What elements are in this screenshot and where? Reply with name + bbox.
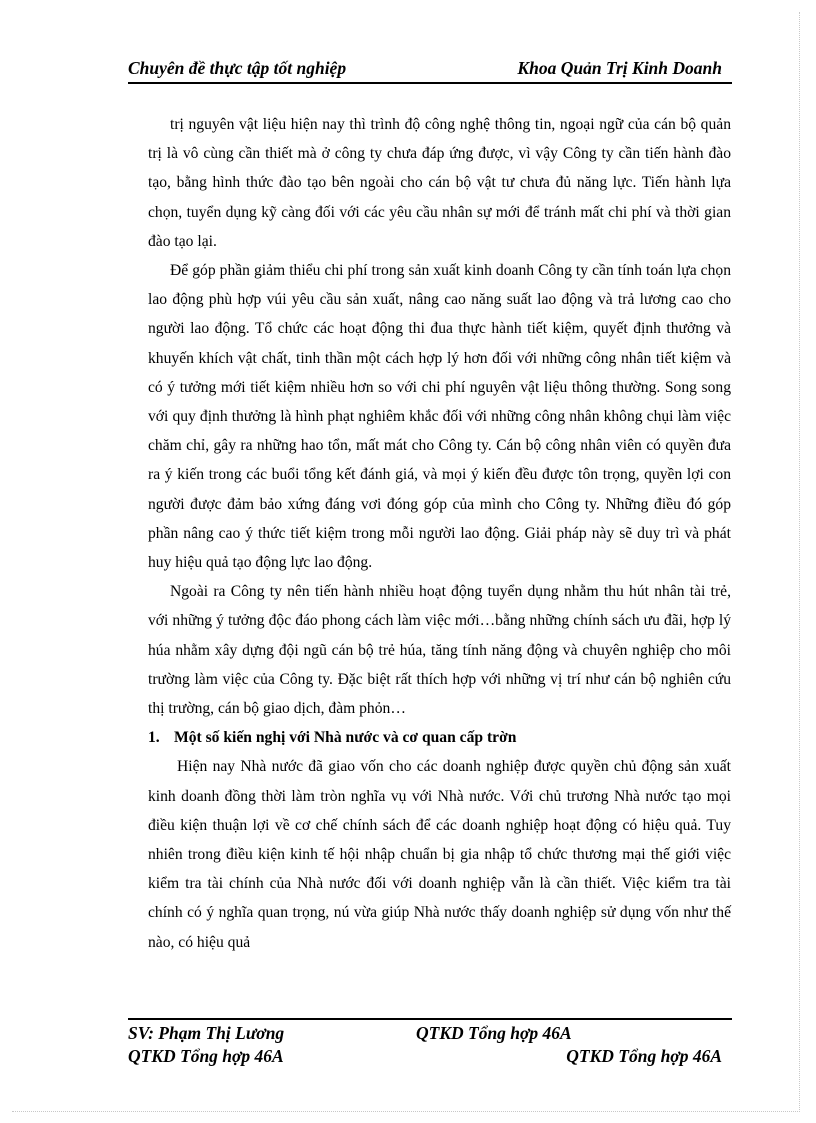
section-heading-number: 1. <box>148 729 160 747</box>
document-body <box>148 110 731 957</box>
section-heading <box>148 723 731 752</box>
page-header <box>128 58 732 84</box>
paragraph-4: Hiện nay Nhà nước đã giao vốn cho các doanh nghiệp được quyền chủ động sản xuất kinh doanh đồng thời làm tròn nghĩa vụ với Nhà nước. Với chủ trương Nhà nước tạo mọi điều kiện thuận lợi về cơ chế chính sách để các doanh nghiệp hoạt động có hiệu quả. Tuy nhiên trong điều kiện kinh tế hội nhập chuẩn bị gia nhập tổ chức thương mại thế giới việc kiểm tra tài chính của Nhà nước đối với doanh nghiệp vẫn là cần thiết. Việc kiểm tra tài chính có ý nghĩa quan trọng, nú vừa giúp Nhà nước thấy doanh nghiệp sử dụng vốn như thế nào, có hiệu quả <box>148 758 731 951</box>
header-title-left: Chuyên đề thực tập tốt nghiệp <box>128 58 347 78</box>
footer-row-1 <box>128 1020 732 1043</box>
footer-student: SV: Phạm Thị Lương <box>128 1023 285 1043</box>
page-footer <box>128 1018 732 1066</box>
section-heading-text: Một số kiến nghị với Nhà nước và cơ quan cấp trờn <box>174 729 517 747</box>
footer-row-2 <box>128 1043 732 1066</box>
footer-class-right: QTKD Tổng hợp 46A <box>566 1046 722 1066</box>
paragraph-1: trị nguyên vật liệu hiện nay thì trình độ công nghệ thông tin, ngoại ngữ của cán bộ quản trị là vô cùng cần thiết mà ở công ty chưa đáp ứng được, vì vậy Công ty cần tiến hành đào tạo, bằng hình thức đào tạo bên ngoài cho cán bộ vật tư chưa đủ năng lực. Tiến hành lựa chọn, tuyển dụng kỹ càng đối với các yêu cầu nhân sự mới để tránh mất chi phí và thời gian đào tạo lại. <box>148 116 731 250</box>
paragraph-3: Ngoài ra Công ty nên tiến hành nhiều hoạt động tuyển dụng nhằm thu hút nhân tài trẻ, với những ý tưởng độc đáo phong cách làm việc mới…bằng những chính sách ưu đãi, hợp lý húa nhằm xây dựng đội ngũ cán bộ trẻ húa, tăng tính năng động và chuyên nghiệp cho môi trường làm việc của Công ty. Đặc biệt rất thích hợp với những vị trí như cán bộ nghiên cứu thị trường, cán bộ giao dịch, đàm phỏn… <box>148 583 731 718</box>
footer-class-left: QTKD Tổng hợp 46A <box>128 1046 284 1066</box>
paragraph-2: Để góp phần giảm thiểu chi phí trong sản xuất kinh doanh Công ty cần tính toán lựa chọn lao động phù hợp vúi yêu cầu sản xuất, nâng cao năng suất lao động và trả lương cao cho người lao động. Tổ chức các hoạt động thi đua thực hành tiết kiệm, quyết định thưởng và khuyến khích vật chất, tinh thần một cách hợp lý hơn đối với những công nhân tiết kiệm và có ý tưởng mới tiết kiệm nhiều hơn so với chi phí nguyên vật liệu thông thường. Song song với quy định thưởng là hình phạt nghiêm khắc đối với những công nhân không chụi làm việc chăm chỉ, gây ra những hao tổn, mất mát cho Công ty. Cán bộ công nhân viên có quyền đưa ra ý kiến trong các buổi tổng kết đánh giá, và mọi ý kiến đều được tôn trọng, quyền lợi con người được đảm bảo xứng đáng vơi đóng góp của mình cho Công ty. Những điều đó góp phần nâng cao ý thức tiết kiệm trong mỗi người lao động. Giải pháp này sẽ duy trì và phát huy hiệu quả tạo động lực lao động. <box>148 262 731 572</box>
footer-class-mid: QTKD Tổng hợp 46A <box>416 1023 572 1043</box>
header-title-right: Khoa Quản Trị Kinh Doanh <box>517 58 722 78</box>
